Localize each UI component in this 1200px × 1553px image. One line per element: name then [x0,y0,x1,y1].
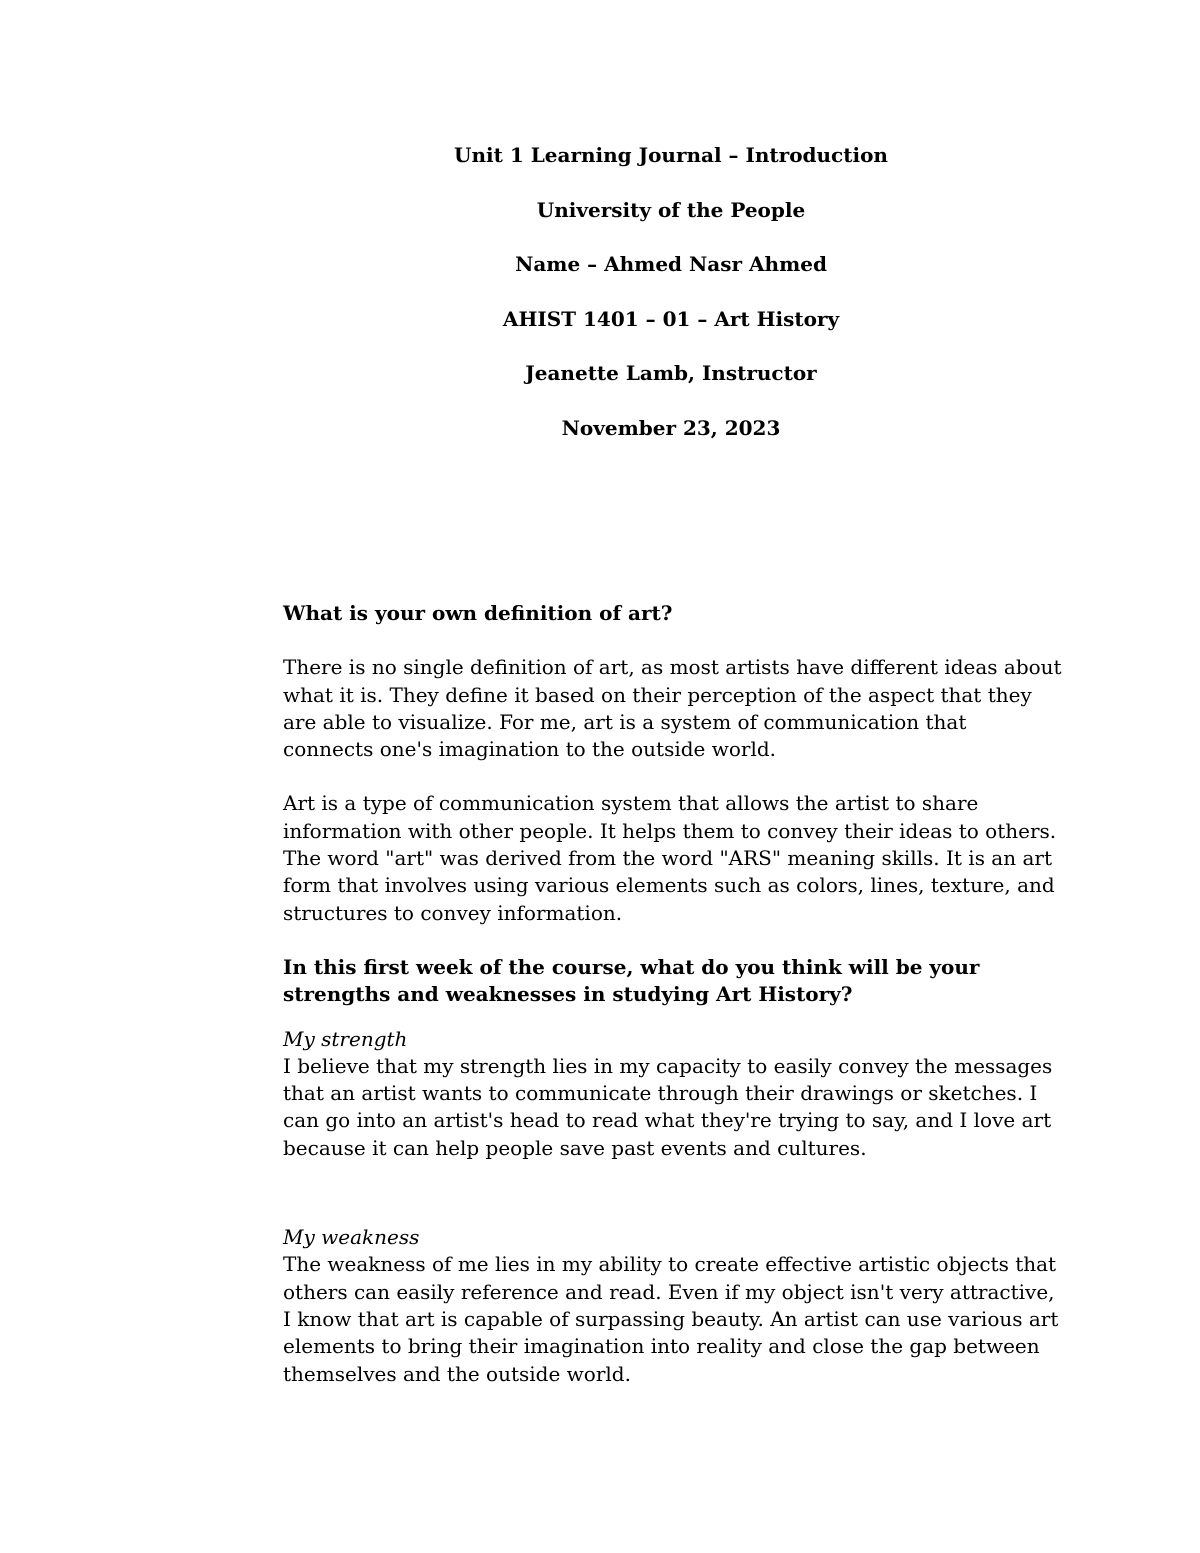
definition-paragraph-2: Art is a type of communication system that allows the artist to share information with other people. It helps them to convey their ideas to others. The word "art" was derived from the word "ARS" meaning skills. It is an art form that involves using various elements such as colors, lines, texture, and structures to convey information. [283,791,1057,925]
question-strengths-weaknesses: In this first week of the course, what do you think will be your strengths and weaknesses in studying Art History? [283,954,980,1007]
strength-paragraph: I believe that my strength lies in my capacity to easily convey the messages that an artist wants to communicate through their drawings or sketches. I can go into an artist's head to read what they're trying to say, and I love art because it can help people save past events and cultures. [283,1053,1053,1160]
strength-heading: My strength [283,1026,408,1051]
author-name: Name – Ahmed Nasr Ahmed [515,252,827,276]
question-definition-of-art: What is your own definition of art? [283,601,673,625]
journal-body [283,600,1063,1388]
weakness-paragraph: The weakness of me lies in my ability to create effective artistic objects that others can easily reference and read. Even if my object isn't very attractive, I know that art is capable of surpassing beauty. An artist can use various art elements to bring their imagination into reality and close the gap between themselves and the outside world. [283,1252,1059,1386]
university-name: University of the People [536,198,806,222]
document-date: November 23, 2023 [561,416,781,440]
definition-paragraph-1: There is no single definition of art, as most artists have different ideas about what it is. They define it based on their perception of the aspect that they are able to visualize. For me, art is a system of communication that connects one's imagination to the outside world. [283,655,1062,762]
course-code: AHIST 1401 – 01 – Art History [502,307,840,331]
weakness-heading: My weakness [283,1225,420,1250]
document-title: Unit 1 Learning Journal – Introduction [454,143,888,167]
instructor-name: Jeanette Lamb, Instructor [525,361,817,385]
